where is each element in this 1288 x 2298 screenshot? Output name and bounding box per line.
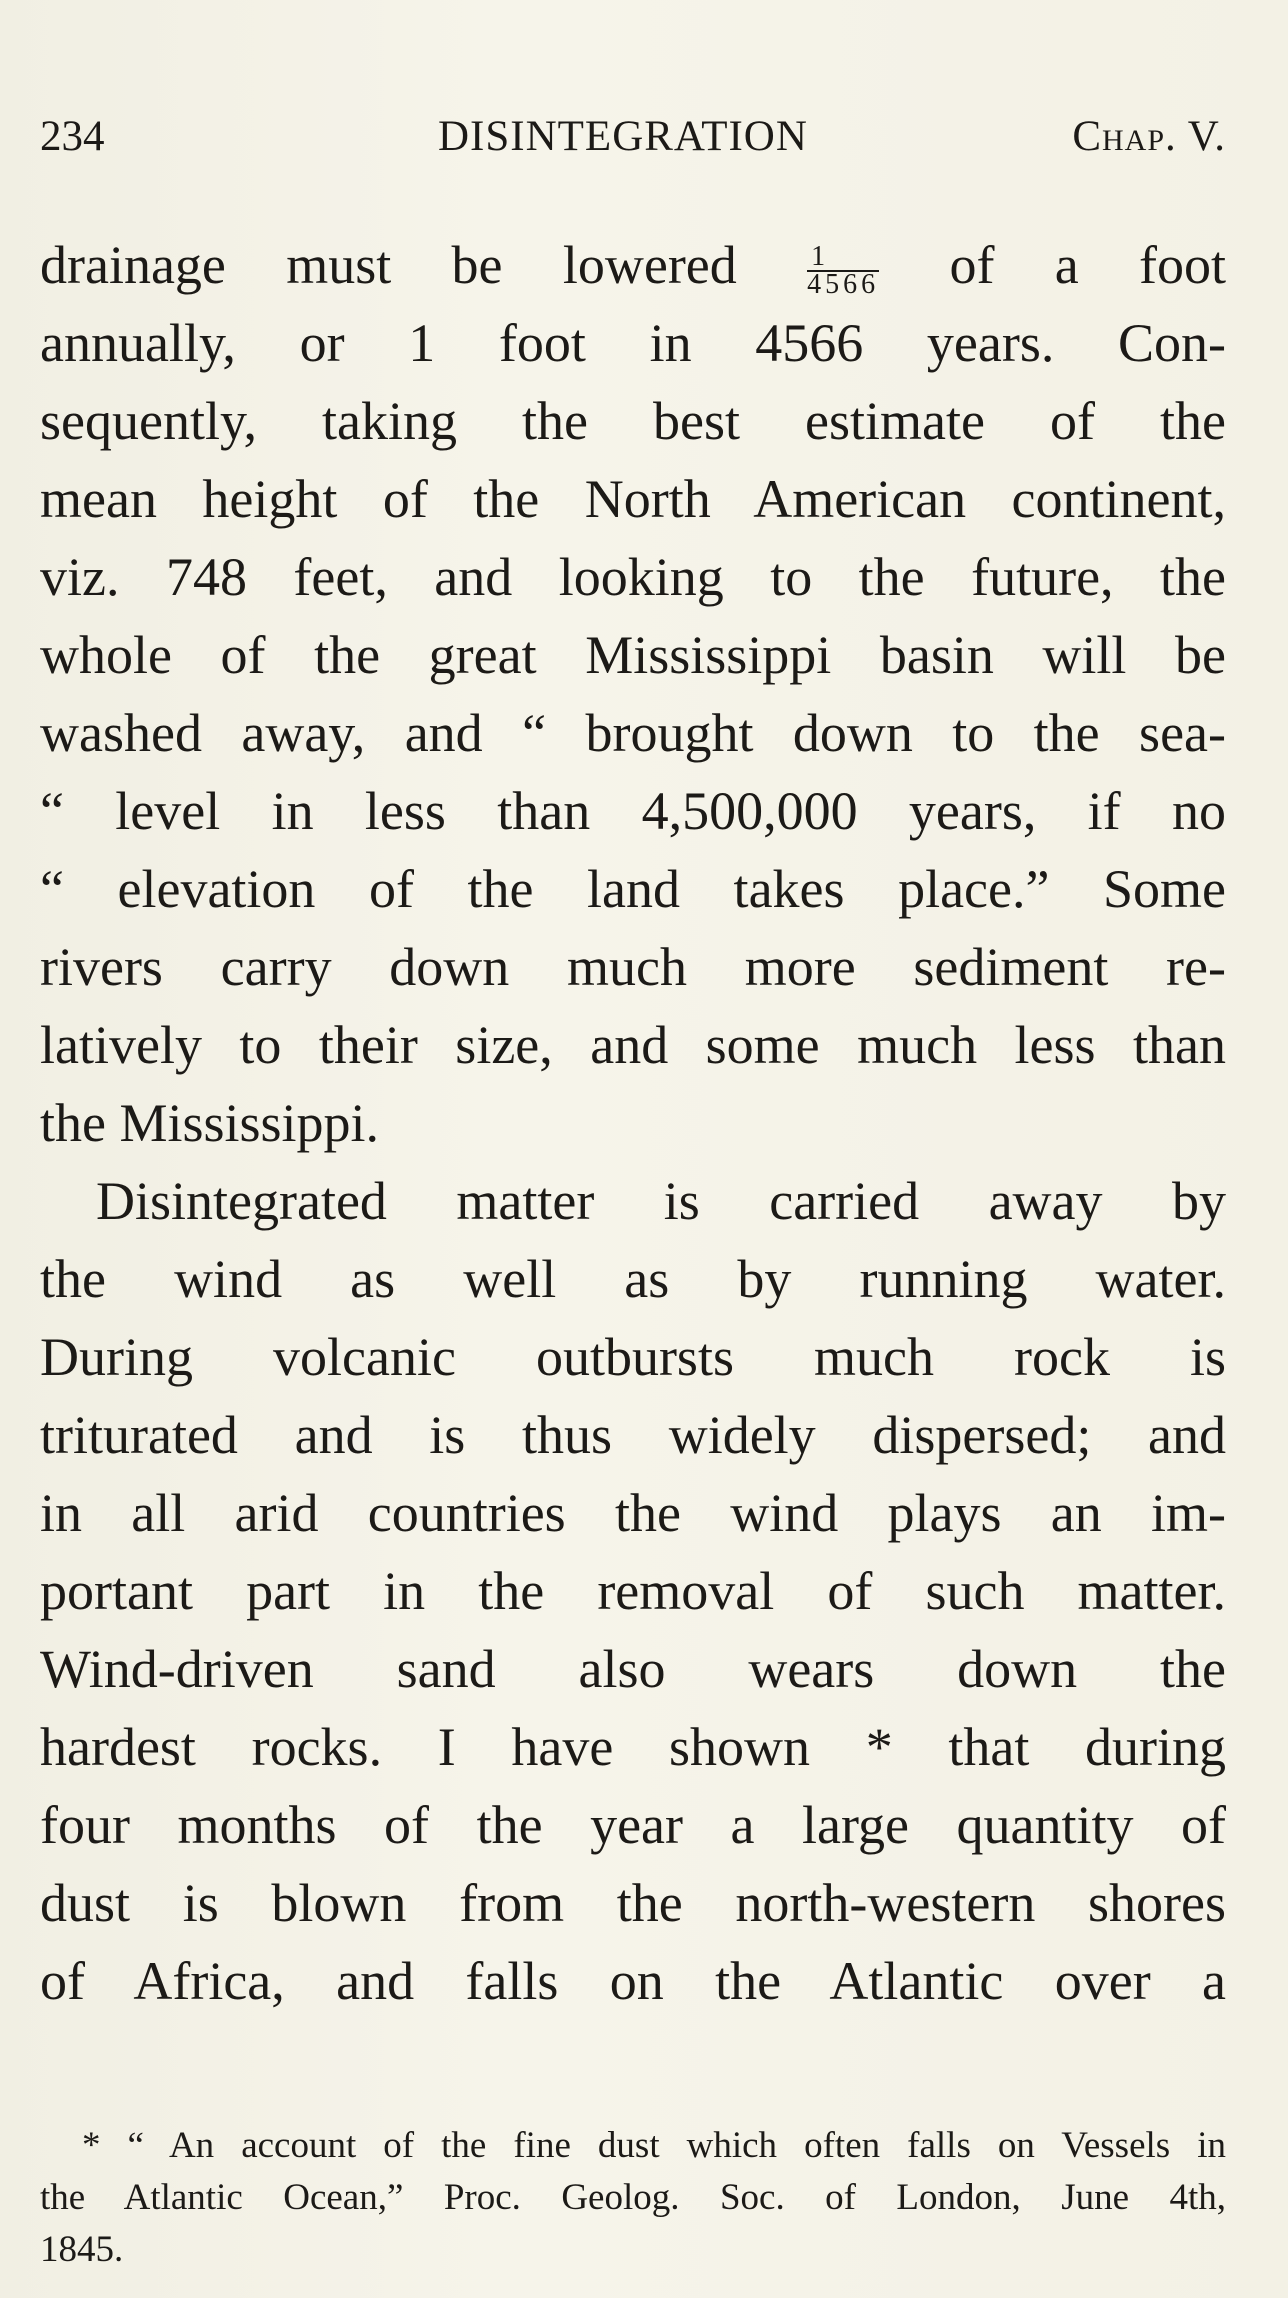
text-line: rivers carry down much more sediment re- (40, 937, 1226, 997)
text-line: mean height of the North American continent, (40, 469, 1226, 529)
fraction-denominator: 4566 (807, 268, 880, 300)
body-text (40, 226, 1226, 2020)
text-line: of Africa, and falls on the Atlantic over a (40, 1951, 1226, 2011)
text-line: whole of the great Mississippi basin will be (40, 625, 1226, 685)
text-line: During volcanic outbursts much rock is (40, 1327, 1226, 1387)
footnote-line: 1845. (40, 2229, 124, 2270)
text-line: “ level in less than 4,500,000 years, if no (40, 781, 1226, 841)
text-line: sequently, taking the best estimate of the (40, 391, 1226, 451)
chapter-label: Chap. V. (1072, 113, 1226, 160)
paragraph-start-line: Disintegrated matter is carried away by (96, 1171, 1226, 1231)
text-line: viz. 748 feet, and looking to the future, the (40, 547, 1226, 607)
text-line: four months of the year a large quantity of (40, 1795, 1226, 1855)
footnote (40, 2120, 1226, 2276)
text-line: “ elevation of the land takes place.” Some (40, 859, 1226, 919)
text-line: washed away, and “ brought down to the sea- (40, 703, 1226, 763)
fraction (807, 240, 880, 300)
text-line: annually, or 1 foot in 4566 years. Con- (40, 313, 1226, 373)
text-line (40, 226, 1226, 304)
text-line: in all arid countries the wind plays an im- (40, 1483, 1226, 1543)
text-line: Wind-driven sand also wears down the (40, 1639, 1226, 1699)
text-line-start: drainage must be lowered (40, 235, 737, 295)
text-line: triturated and is thus widely dispersed; and (40, 1405, 1226, 1465)
text-line: the wind as well as by running water. (40, 1249, 1226, 1309)
text-line: latively to their size, and some much less than (40, 1015, 1226, 1075)
fraction-numerator: 1 (807, 244, 879, 272)
footnote-line: * “ An account of the fine dust which often falls on Vessels in (82, 2125, 1226, 2166)
text-line: portant part in the removal of such matter. (40, 1561, 1226, 1621)
footnote-line: the Atlantic Ocean,” Proc. Geolog. Soc. of London, June 4th, (40, 2177, 1226, 2218)
running-title: DISINTEGRATION (438, 113, 808, 160)
page-header (40, 112, 1226, 172)
text-line-end: of a foot (949, 235, 1227, 295)
text-line: hardest rocks. I have shown * that during (40, 1717, 1226, 1777)
text-line: dust is blown from the north-western shores (40, 1873, 1226, 1933)
page-number: 234 (40, 113, 105, 160)
text-line: the Mississippi. (40, 1093, 380, 1153)
